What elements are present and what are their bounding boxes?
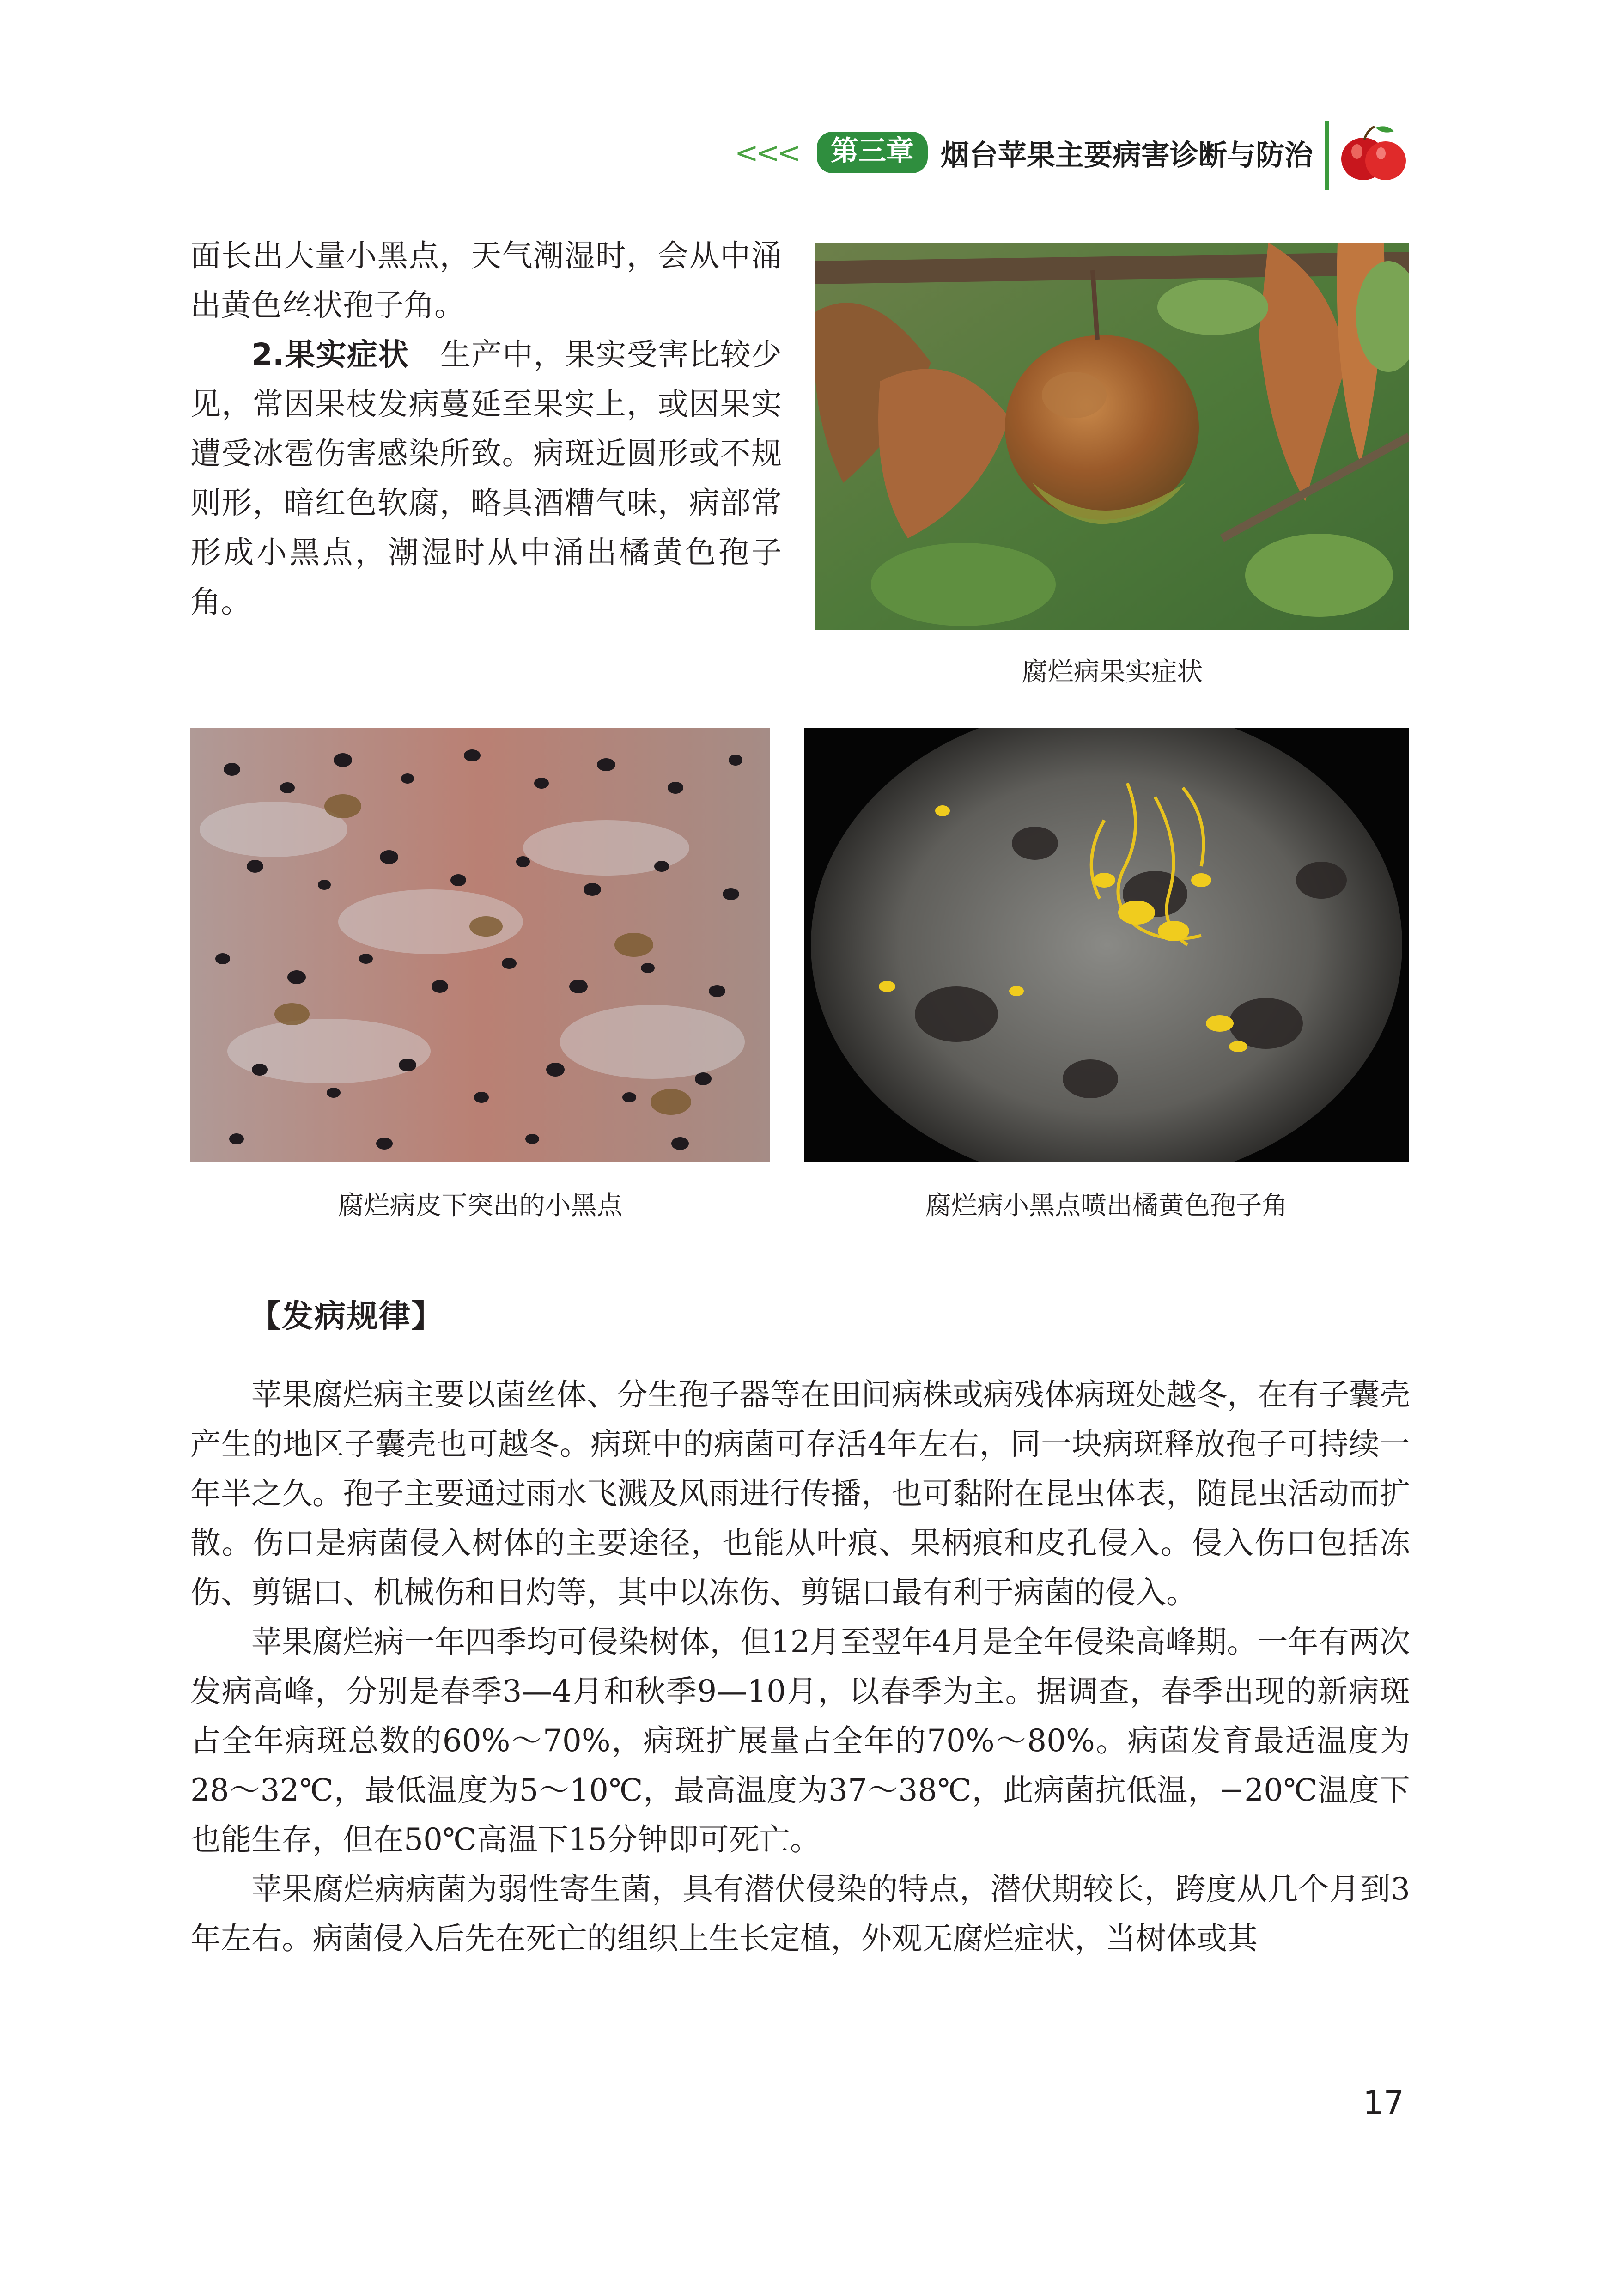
fruit-symptom-paragraph xyxy=(190,330,782,627)
chapter-badge: 第三章 xyxy=(817,132,928,173)
section-body xyxy=(190,1370,1410,1963)
body-paragraph: 苹果腐烂病病菌为弱性寄生菌，具有潜伏侵染的特点，潜伏期较长，跨度从几个月到3年左右。病菌侵入后先在死亡的组织上生长定植，外观无腐烂症状，当树体或其 xyxy=(190,1871,1410,1956)
spore-horn-photo xyxy=(804,728,1409,1162)
bark-dots-photo xyxy=(190,728,770,1162)
spore-photo-caption: 腐烂病小黑点喷出橘黄色孢子角 xyxy=(925,1191,1288,1221)
fruit-photo-caption: 腐烂病果实症状 xyxy=(1022,657,1203,687)
paragraph-continuation: 面长出大量小黑点，天气潮湿时，会从中涌出黄色丝状孢子角。 xyxy=(190,238,782,323)
body-paragraph: 苹果腐烂病一年四季均可侵染树体，但12月至翌年4月是全年侵染高峰期。一年有两次发病高峰，分别是春季3—4月和秋季9—10月，以春季为主。据调查，春季出现的新病斑占全年病斑总数的60%～70%，病斑扩展量占全年的70%～80%。病菌发育最适温度为28～32℃，最低温度为5～10℃，最高温度为37～38℃，此病菌抗低温，−20℃温度下也能生存，但在50℃高温下15分钟即可死亡。 xyxy=(190,1624,1410,1857)
header-arrows: <<< xyxy=(735,135,798,170)
header-divider xyxy=(1325,121,1329,190)
subheading-fruit-symptom: 2.果实症状 xyxy=(251,337,409,372)
fruit-symptom-photo xyxy=(815,243,1409,630)
apple-logo-icon xyxy=(1337,121,1411,186)
bark-photo-caption: 腐烂病皮下突出的小黑点 xyxy=(338,1191,623,1221)
running-header xyxy=(735,125,1313,180)
fruit-symptom-text: 生产中，果实受害比较少见，常因果枝发病蔓延至果实上，或因果实遭受冰雹伤害感染所致。病斑近圆形或不规则形，暗红色软腐，略具酒糟气味，病部常形成小黑点，潮湿时从中涌出橘黄色孢子角。 xyxy=(190,337,782,620)
section-heading: 【发病规律】 xyxy=(249,1298,444,1335)
page-number: 17 xyxy=(1363,2084,1405,2122)
top-text-block xyxy=(190,231,782,627)
body-paragraph: 苹果腐烂病主要以菌丝体、分生孢子器等在田间病株或病残体病斑处越冬，在有子囊壳产生的地区子囊壳也可越冬。病斑中的病菌可存活4年左右，同一块病斑释放孢子可持续一年半之久。孢子主要通过雨水飞溅及风雨进行传播，也可黏附在昆虫体表，随昆虫活动而扩散。伤口是病菌侵入树体的主要途径，也能从叶痕、果柄痕和皮孔侵入。侵入伤口包括冻伤、剪锯口、机械伤和日灼等，其中以冻伤、剪锯口最有利于病菌的侵入。 xyxy=(190,1377,1410,1610)
chapter-title: 烟台苹果主要病害诊断与防治 xyxy=(940,138,1313,172)
